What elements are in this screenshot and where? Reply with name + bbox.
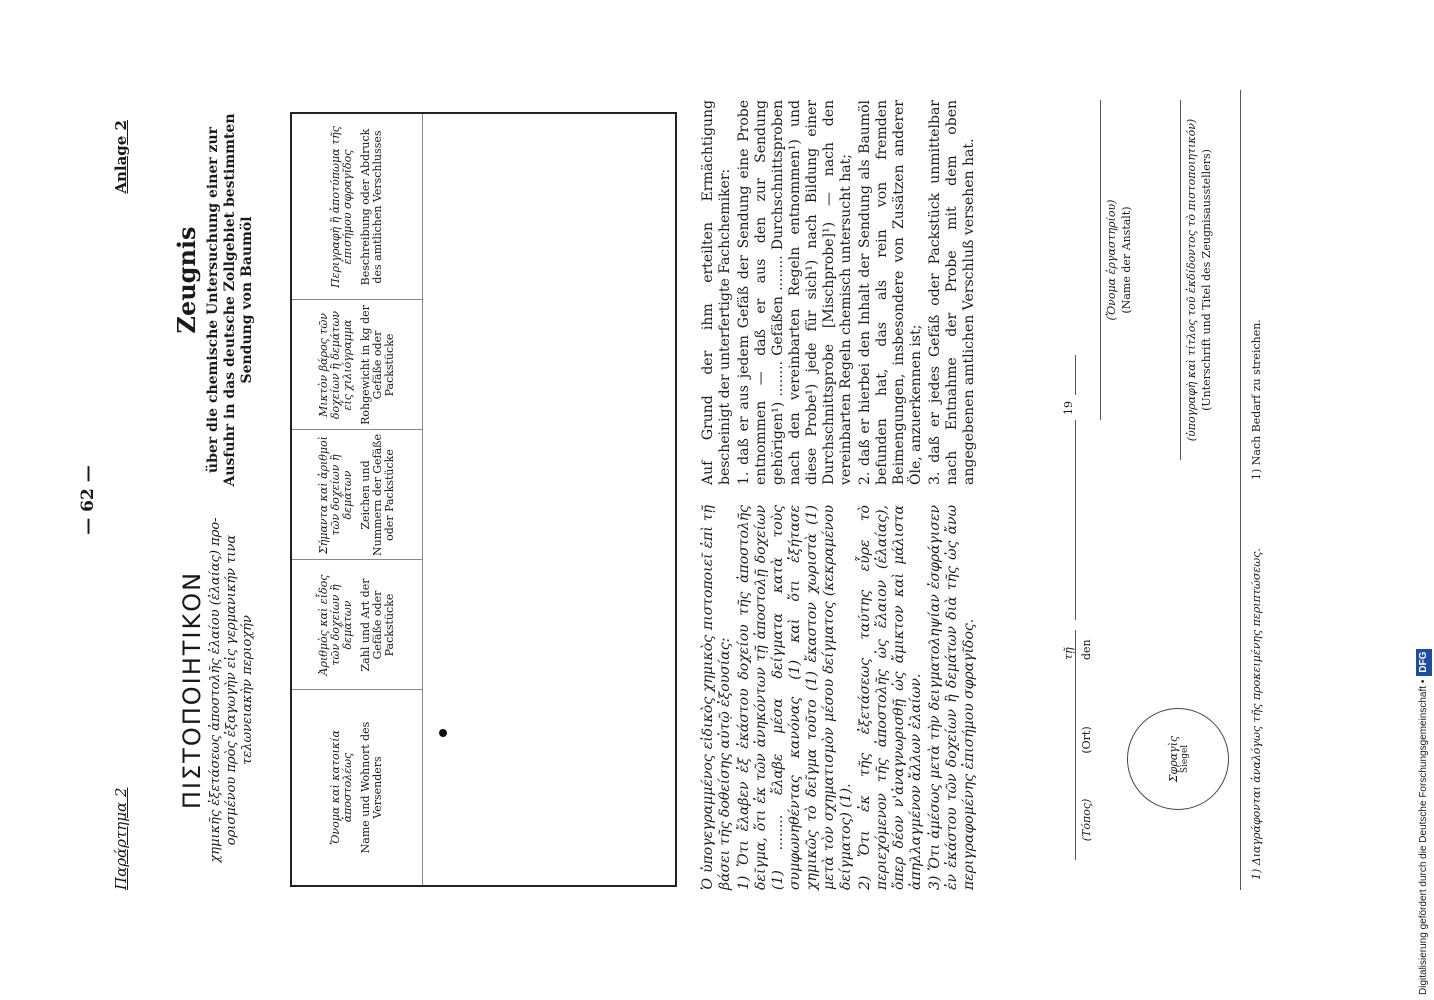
page-number: — 62 — [78,465,98,535]
table-header-cell [292,114,422,300]
greek-subtitle: χημικῆς ἐξετάσεως ἀποστολῆς ἐλαίου (ἐλαίας) προ-ορισμένου πρὸς ἐξαγωγὴν εἰς γερμανικήν τινα τελωνειακὴν περιοχήν [208,517,255,863]
footnote-rule [1240,90,1241,890]
credit-text: Digitalisierung gefördert durch die Deutsche Forschungsgemeinschaft • [1418,679,1429,995]
seal-label-greek: Σφραγὶς [1166,735,1180,783]
lab-name-greek: (Ὄνομα ἐργαστηρίου) [1105,199,1118,321]
seal-label-german: Siegel [1179,744,1190,774]
greek-title: ΠΙΣΤΟΠΟΙΗΤΙΚΟΝ [178,570,206,810]
column-header-german: Beschreibung oder Abdruck des amtlichen Verschlusses [359,128,384,286]
column-header-german: Zahl und Art der Gefäße oder Packstücke [359,578,396,672]
lab-name-line [1100,100,1101,420]
place-line [1075,630,1076,860]
column-header-german: Rohgewicht in kg der Gefäße oder Packstücke [359,305,396,425]
date-word-german: den [1080,639,1093,660]
greek-clause-2: 2) Ὅτι ἐκ τῆς ἐξετάσεως ταύτης εὗρε τὸ περιεχόμενον τῆς ἀποστολῆς ὡς ἔλαιον (ἐλαίας), ὅπερ δέον ν'ἀναγνωρισθῇ ὡς ἄμικτον καὶ μάλιστα ἀπηλλαγμένον ἄλλων ἐλαίων. [857,505,924,890]
column-header-greek: Σήμαντα καὶ ἀριθμοὶ τῶν δοχείων ἢ δεμάτων [317,436,354,555]
table-header-cell [292,300,422,430]
german-body [700,100,978,485]
place-label-german: (Ort) [1080,726,1093,754]
german-annex-label: Anlage 2 [112,120,130,194]
greek-body [700,505,978,890]
digitization-credit [1416,5,1432,995]
greek-intro: Ὁ ὑπογεγραμμένος εἰδικὸς χημικὸς πιστοποιεῖ ἐπὶ τῇ βάσει τῆς δοθείσης αὐτῷ ἐξουσίας: [700,505,733,890]
consignment-table [290,112,677,887]
place-label-greek: (Τόπος) [1080,798,1093,842]
signature-caption-greek: (ὑπογραφὴ καὶ τίτλος τοῦ ἐκδίδοντος τὸ πιστοποιητικόν) [1185,118,1198,442]
signature-line [1180,100,1181,460]
german-clause-1: 1. daß er aus jedem Gefäß der Sendung eine Probe entnommen — daß er aus den zur Sendung gehörigen¹) ........ Gefäßen ........ Durchschnittsproben nach den vereinbarten Regeln entnommen¹) und diese Probe¹) jede für sich¹) nach Bildung einer Durchschnittsprobe [Mischprobe]¹) — nach den vereinbarten Regeln chemisch untersucht hat; [736,100,854,485]
table-header-cell [292,430,422,560]
date-word-greek: τῇ [1062,647,1075,660]
lab-name-german: (Name der Anstalt) [1120,206,1133,314]
column-header-german: Zeichen und Nummern der Gefäße oder Packstücke [359,433,396,556]
column-header-greek: Μικτὸν βάρος τῶν δοχείων ἢ δεμάτων εἰς χιλιόγραμμα [317,310,354,420]
column-header-greek: Ὄνομα καὶ κατοικία ἀποστολέως [329,730,354,845]
signature-caption-german: (Unterschrift und Titel des Zeugnisausstellers) [1200,149,1213,411]
german-clause-3: 3. daß er jedes Gefäß oder Packstück unmittelbar nach Entnahme der Probe mit dem oben angegebenen amtlichen Verschluß versehen hat. [927,100,977,485]
column-header-greek: Ἀριθμὸς καὶ εἶδος τῶν δοχείων ἢ δεμάτων [317,574,354,676]
greek-clause-1: 1) Ὅτι ἔλαβεν ἐξ ἑκάστου δοχείου τῆς ἀποστολῆς δεῖγμα, ὅτι ἐκ τῶν ἀνηκόντων τῇ ἀποστολῇ δοχείων (1) ........ ἔλαβε μέσα δείγματα κατὰ τοὺς συμφωνηθέντας κανόνας (1) καὶ ὅτι ἐξήτασε χημικῶς τὸ δεῖγμα τοῦτο (1) ἕκαστον χωριστὰ (1) μετὰ τὸν σχηματισμὸν μέσου δείγματος (κεκραμένου δείγματος) (1). [736,505,854,890]
year-prefix: 19 [1062,401,1075,415]
greek-annex-label: Παράρτημα 2 [112,787,130,890]
table-header-cell [292,690,422,885]
greek-footnote: 1) Διαγράφονται ἀναλόγως τῆς προκειμένης περιπτώσεως. [1250,548,1263,880]
german-title: Zeugnis [172,226,201,334]
seal-circle [1127,708,1229,810]
greek-clause-3: 3) Ὅτι ἀμέσως μετὰ τὴν δειγματοληψίαν ἐσφράγισεν ἐν ἑκάστου τῶν δοχείων ἢ δεμάτων διὰ τῆς ὡς ἄνω περιγραφομένης ἐπισήμου σφραγῖδος. [927,505,977,890]
table-header-divider [422,114,423,885]
german-footnote: 1) Nach Bedarf zu streichen. [1250,319,1263,480]
ink-dot [439,729,447,737]
dfg-logo: DFG [1416,649,1432,676]
column-header-greek: Περιγραφὴ ἢ ἀποτύπωμα τῆς ἐπισήμου σφραγῖδος [329,126,354,288]
german-clause-2: 2. daß er hierbei den Inhalt der Sendung als Baumöl befunden hat, das als rein von fremden Beimengungen, insbesondere von Zusätzen anderer Öle, anzuerkennen ist; [857,100,924,485]
german-intro: Auf Grund der ihm erteilten Ermächtigung bescheinigt der unterfertigte Fachchemiker: [700,100,733,485]
german-subtitle: über die chemische Untersuchung einer zur Ausfuhr in das deutsche Zollgebiet bestimmten Sendung von Baumöl [205,113,255,487]
year-line [1075,355,1076,395]
date-line [1075,420,1076,620]
column-header-german: Name und Wohnort des Versenders [359,721,384,854]
table-header-cell [292,560,422,690]
